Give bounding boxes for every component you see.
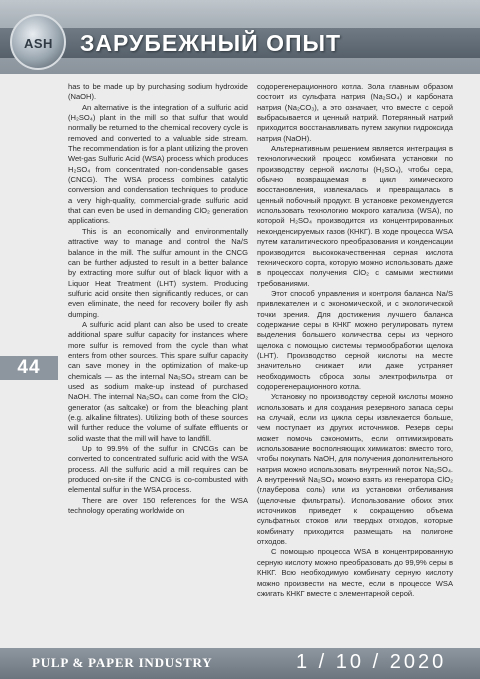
- english-column: [68, 82, 248, 516]
- paragraph: has to be made up by purchasing sodium hydroxide (NaOH).: [68, 82, 248, 102]
- paragraph: An alternative is the integration of a sulfuric acid (H₂SO₄) plant in the mill so that sulfur that would normally be returned to the chemical recovery cycle is removed and converted to a valuable side stream. The recommendation is for a plant utilizing the proven Wet-gas Sulfuric Acid (WSA) process which produces H₂SO₄ from concentrated non-condensable gases (CNCG). The WSA process combines catalytic conversion and condensation techniques to produce a very high-quality, commercial-grade sulfuric acid that can even be used in demanding ClO₂ generation applications.: [68, 102, 248, 226]
- paragraph: This is an economically and environmentally attractive way to manage and control the Na/S balance in the mill. The sulfur amount in the CNCG can be further adjusted to result in a better balance by extracting more sulfur out of black liquor with a Liquor Heat Treatment (LHT) system. Producing sulfuric acid onsite then significantly reduces, or can even eliminate, the need for recovery boiler fly ash dumping.: [68, 226, 248, 319]
- paragraph: Альтернативным решением является интеграция в технологический процесс комбината установки по производству серной кислоты (H₂SO₄), чтобы сера, обычно возвращаемая в цикл химического восстановления, извлекалась и превращалась в ценный побочный продукт. В установке рекомендуется использовать технологию мокрого катализа (WSA), по которой H₂SO₄ производится из концентрированных неконденсируемых газов (КНКГ). В ходе процесса WSA путем каталитического преобразования и конденсации производится высококачественная серная кислота технического сорта, которую можно использовать даже в процессах получения ClO₂ с самыми жесткими требованиями.: [257, 144, 453, 288]
- journal-title: PULP & PAPER INDUSTRY: [32, 655, 213, 670]
- paragraph: Этот способ управления и контроля баланса Na/S привлекателен и с экономической, и с экологической точки зрения. Для достижения лучшего баланса содержание серы в КНКГ можно регулировать путем выделения большего количества серы из черного щелока с помощью системы термообработки щелока (LHT). Производство серной кислоты на месте значительно снижает или даже устраняет необходимость сброса золы электрофильтра от содорегенерационного котла.: [257, 288, 453, 391]
- logo-text: ASH: [24, 36, 53, 51]
- paragraph: С помощью процесса WSA в концентрированную серную кислоту можно преобразовать до 99,9% серы в КНКГ. Всю необходимую комбинату серную кислоту можно произвести на месте, если в процессе WSA сжигать КНКГ вместе с элементарной серой.: [257, 547, 453, 598]
- header-band: [0, 0, 480, 74]
- paragraph: содорегенерационного котла. Зола главным образом состоит из сульфата натрия (Na₂SO₄) и карбоната натрия (Na₂CO₃), а это означает, что вместе с серой выбрасывается и ценный натрий. Потерянный натрий приходится восстанавливать путем закупки гидроксида натрия (NaOH).: [257, 82, 453, 143]
- paragraph: There are over 150 references for the WSA technology operating worldwide on: [68, 495, 248, 516]
- section-title: ЗАРУБЕЖНЫЙ ОПЫТ: [80, 30, 342, 56]
- paragraph: Up to 99.9% of the sulfur in CNCGs can be converted to concentrated sulfuric acid with the WSA process. All the sulfuric acid a mill requires can be produced on-site if the CNCG is co-combusted with elemental sulfur in the WSA process.: [68, 444, 248, 495]
- paragraph: Установку по производству серной кислоты можно использовать и для создания резервного запаса серы на случай, если из цикла серы извлекается больше, чем поступает из других источников. Резерв серы может помочь сэкономить, если оптимизировать использование восполняющих химикатов: вместо того, чтобы покупать NaOH, для получения дополнительного натрия можно использовать внутренний поток Na₂SO₄. А внутренний Na₂SO₄ можно взять из генератора ClO₂ (глауберова соль) или из установки отбеливания (щелочные фильтраты). Использование обоих этих источников приведет к сокращению объема сульфатных стоков или твердых отходов, которые комбинату приходится размещать на полигоне отходов.: [257, 392, 453, 547]
- paragraph: A sulfuric acid plant can also be used to create additional spare sulfur capacity for instances where more sulfur is removed from the cycle than what enters from other sources. This spare sulfur capacity can save money in the optimization of make-up chemicals — as the internal Na₂SO₄ stream can be used as sodium make-up instead of purchased NaOH. The internal Na₂SO₄ can come from the ClO₂ generator (as saltcake) or from the bleaching plant (e.g. alkaline filtrates). Utilizing both of these sources will further reduce the volume of sulfate effluents or solid waste that the mill will have to landfill.: [68, 319, 248, 443]
- russian-column: [257, 82, 453, 599]
- page-number: 44: [0, 356, 58, 380]
- footer-band: [0, 648, 480, 679]
- issue-number: 1 / 10 / 2020: [296, 651, 447, 673]
